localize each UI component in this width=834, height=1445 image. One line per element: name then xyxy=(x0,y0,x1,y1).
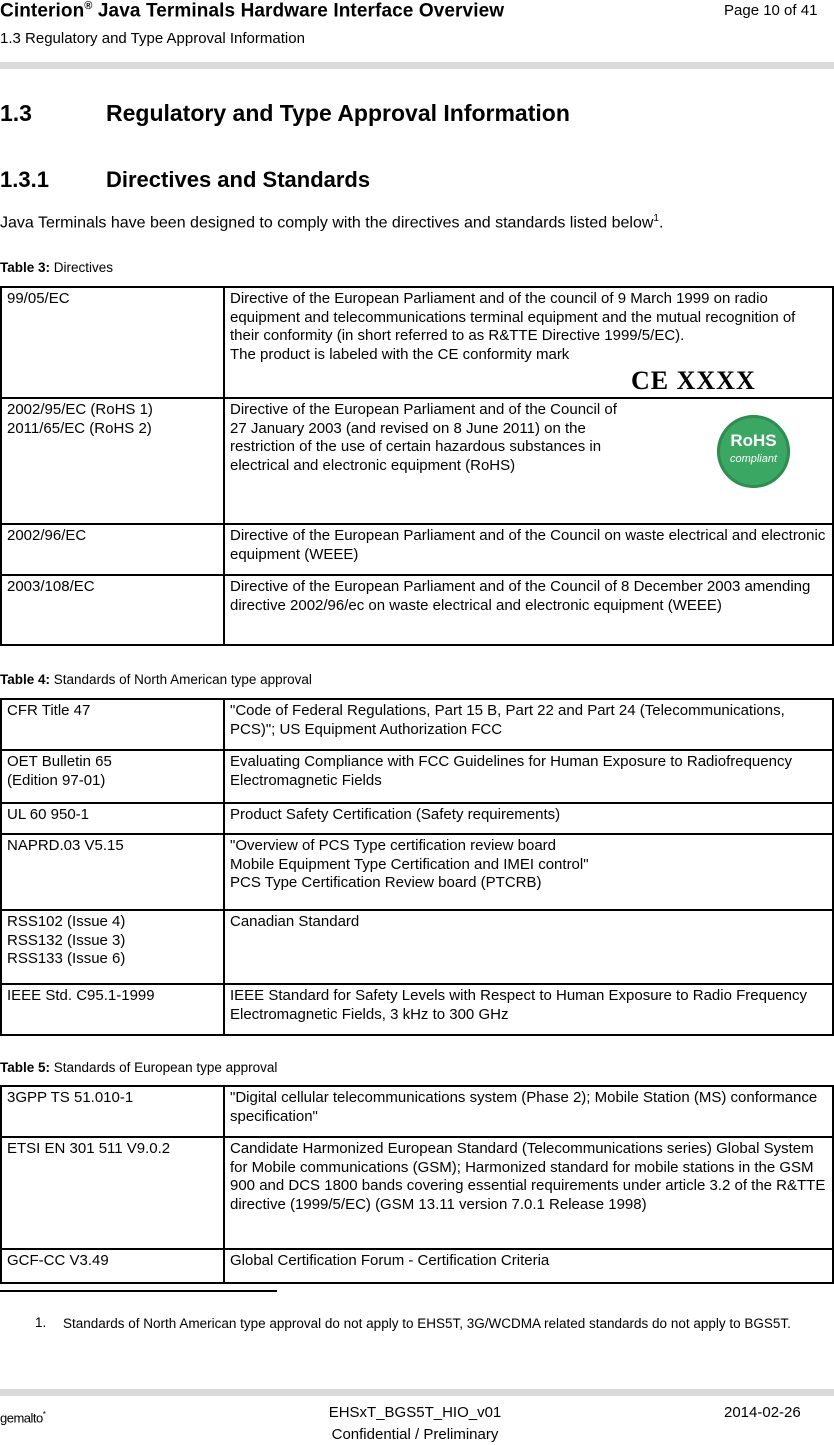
table-row xyxy=(1,750,833,803)
table-cell-id: 99/05/EC xyxy=(1,287,224,398)
footnote-reference: 1 xyxy=(653,213,659,224)
rohs-compliant-logo xyxy=(717,415,790,488)
table-cell-id: GCF-CC V3.49 xyxy=(1,1249,224,1283)
header-subtitle: 1.3 Regulatory and Type Approval Information xyxy=(0,30,305,47)
rohs-logo-subtitle: compliant xyxy=(729,453,778,465)
table-cell-text: Product Safety Certification (Safety requirements) xyxy=(224,803,833,834)
footnote-divider xyxy=(0,1290,277,1292)
subsection-title: Directives and Standards xyxy=(106,167,371,192)
brand-name: Cinterion xyxy=(0,0,85,22)
table-cell-text: Directive of the European Parliament and of the Council of 8 December 2003 amending directive 2002/96/ec on waste electrical and electronic equipment (WEEE) xyxy=(224,575,833,645)
table-cell-id: 3GPP TS 51.010-1 xyxy=(1,1086,224,1137)
logo-mark: * xyxy=(42,1410,46,1419)
table-row xyxy=(1,699,833,750)
table3-caption xyxy=(0,260,113,275)
table-row xyxy=(1,398,833,524)
table-cell-text: Directive of the European Parliament and of the council of 9 March 1999 on radio equipment and telecommunications terminal equipment and the mutual recognition of their conformity (in short referred to as R&TTE Directive 1999/5/EC). The product is labeled with the CE conformity mark xyxy=(224,287,833,398)
table-cell-text: Evaluating Compliance with FCC Guidelines for Human Exposure to Radiofrequency Electromagnetic Fields xyxy=(224,750,833,803)
ce-conformity-mark: CE XXXX xyxy=(631,366,756,395)
table-cell-id: IEEE Std. C95.1-1999 xyxy=(1,984,224,1035)
table-row xyxy=(1,910,833,984)
footnote-text: Standards of North American type approval do not apply to EHS5T, 3G/WCDMA related standards do not apply to BGS5T. xyxy=(63,1316,791,1331)
table-cell-text: "Code of Federal Regulations, Part 15 B, Part 22 and Part 24 (Telecommunications, PCS)"; US Equipment Authorization FCC xyxy=(224,699,833,750)
document-date: 2014-02-26 xyxy=(724,1404,801,1421)
table4-caption-text: Standards of North American type approval xyxy=(53,672,312,687)
table4-caption xyxy=(0,672,312,687)
table-cell-text: IEEE Standard for Safety Levels with Respect to Human Exposure to Radio Frequency Electromagnetic Fields, 3 kHz to 300 GHz xyxy=(224,984,833,1035)
table-row xyxy=(1,1249,833,1283)
table-cell-text: "Overview of PCS Type certification review board Mobile Equipment Type Certification and IMEI control" PCS Type Certification Review board (PTCRB) xyxy=(224,834,833,910)
table-directives xyxy=(0,286,834,646)
section-title: Regulatory and Type Approval Information xyxy=(106,100,570,126)
table-cell-id: RSS102 (Issue 4) RSS132 (Issue 3) RSS133 (Issue 6) xyxy=(1,910,224,984)
table-european-standards xyxy=(0,1085,834,1284)
table-row xyxy=(1,575,833,645)
table-cell-id: 2003/108/EC xyxy=(1,575,224,645)
document-title xyxy=(0,0,504,22)
table-north-american-standards xyxy=(0,698,834,1036)
registered-mark: ® xyxy=(84,0,93,12)
table-cell-id: CFR Title 47 xyxy=(1,699,224,750)
table4-label: Table 4: xyxy=(0,672,51,687)
table5-caption-text: Standards of European type approval xyxy=(53,1060,278,1075)
table-row xyxy=(1,1137,833,1249)
gemalto-logo xyxy=(0,1410,45,1425)
table-cell-text: Candidate Harmonized European Standard (Telecommunications series) Global System for Mobile communications (GSM); Harmonized standard for mobile stations in the GSM 900 and DCS 1800 bands covering essential requirements under article 3.2 of the R&TTE directive (1999/5/EC) (GSM 13.11 version 7.0.1 Release 1998) xyxy=(224,1137,833,1249)
table-cell-text: Canadian Standard xyxy=(224,910,833,984)
section-number: 1.3 xyxy=(0,100,32,126)
table-cell-id: OET Bulletin 65 (Edition 97-01) xyxy=(1,750,224,803)
table-cell-id: 2002/96/EC xyxy=(1,524,224,575)
table-row xyxy=(1,803,833,834)
page-number: Page 10 of 41 xyxy=(724,2,818,19)
table-row xyxy=(1,984,833,1035)
table-cell-text: Directive of the European Parliament and of the Council on waste electrical and electronic equipment (WEEE) xyxy=(224,524,833,575)
intro-end: . xyxy=(658,214,664,232)
logo-text: gemalto xyxy=(0,1410,43,1426)
table-cell-id: 2002/95/EC (RoHS 1) 2011/65/EC (RoHS 2) xyxy=(1,398,224,524)
table-row xyxy=(1,834,833,910)
subsection-number: 1.3.1 xyxy=(0,167,49,192)
table3-label: Table 3: xyxy=(0,260,51,275)
table-cell-text: "Digital cellular telecommunications system (Phase 2); Mobile Station (MS) conformance specification" xyxy=(224,1086,833,1137)
title-rest: Java Terminals Hardware Interface Overview xyxy=(92,0,505,22)
intro-text: Java Terminals have been designed to comply with the directives and standards listed below xyxy=(0,214,654,232)
table-cell-id: NAPRD.03 V5.15 xyxy=(1,834,224,910)
table-row xyxy=(1,1086,833,1137)
footnote-number: 1. xyxy=(35,1315,47,1330)
table-row xyxy=(1,524,833,575)
table5-label: Table 5: xyxy=(0,1060,51,1075)
table-cell-id: UL 60 950-1 xyxy=(1,803,224,834)
table-cell-id: ETSI EN 301 511 V9.0.2 xyxy=(1,1137,224,1249)
rohs-logo-title: RoHS xyxy=(730,431,777,450)
table3-caption-text: Directives xyxy=(53,260,114,275)
table5-caption xyxy=(0,1060,277,1075)
table-cell-text: Directive of the European Parliament and of the Council of 27 January 2003 (and revised on 8 June 2011) on the restriction of the use of certain hazardous substances in electrical and electronic equipment (RoHS) xyxy=(224,398,833,524)
document-id: EHSxT_BGS5T_HIO_v01 xyxy=(328,1404,502,1421)
confidentiality-label: Confidential / Preliminary xyxy=(331,1426,499,1443)
footer-divider xyxy=(0,1389,834,1396)
header-divider xyxy=(0,62,834,69)
table-cell-text: Global Certification Forum - Certification Criteria xyxy=(224,1249,833,1283)
intro-paragraph xyxy=(0,213,663,232)
